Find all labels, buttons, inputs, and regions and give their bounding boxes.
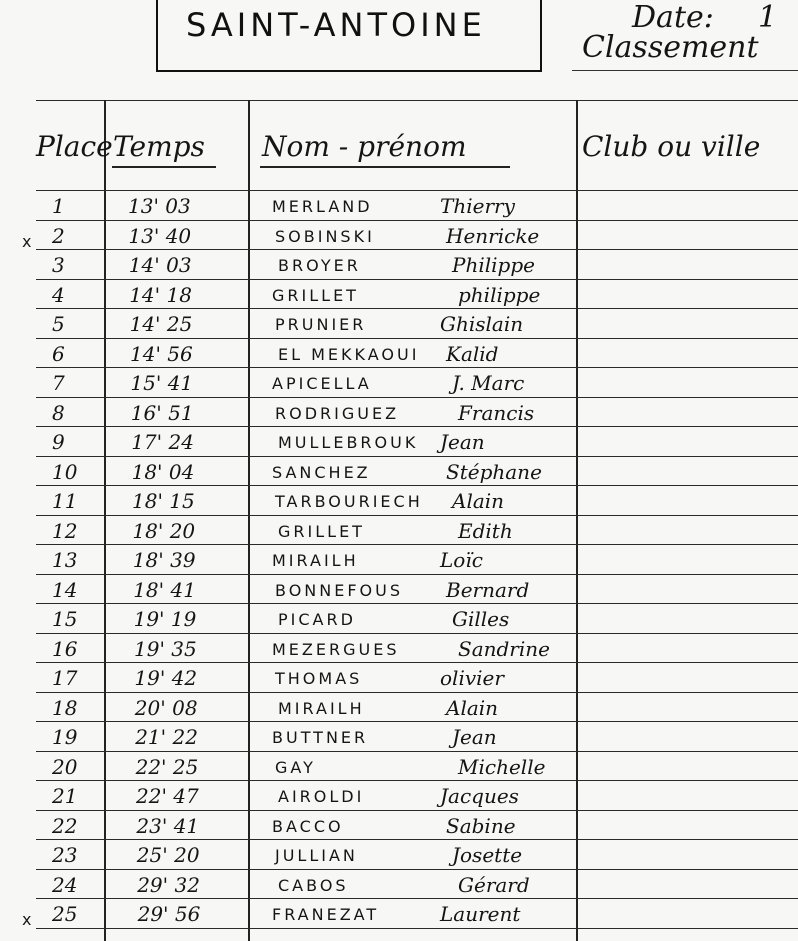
first-name-cell: Edith xyxy=(458,518,513,543)
row-rule xyxy=(36,662,798,663)
first-name-cell: Thierry xyxy=(440,194,515,218)
time-cell: 21' 22 xyxy=(135,725,198,749)
place-cell: 3 xyxy=(52,253,65,277)
last-name-cell: MIRAILH xyxy=(272,551,359,570)
row-rule xyxy=(36,456,798,457)
place-cell: 25 xyxy=(52,902,78,926)
last-name-cell: SANCHEZ xyxy=(272,462,371,482)
first-name-cell: Philippe xyxy=(452,253,535,277)
first-name-cell: Sandrine xyxy=(458,636,550,661)
ranking-label: Classement xyxy=(582,30,759,65)
place-cell: 2 xyxy=(52,223,65,248)
last-name-cell: AIROLDI xyxy=(278,787,365,806)
first-name-cell: Ghislain xyxy=(440,312,524,336)
header-name: Nom - prénom xyxy=(262,130,467,163)
place-cell: 13 xyxy=(52,548,78,572)
time-cell: 13' 40 xyxy=(128,223,192,248)
race-title: SAINT-ANTOINE xyxy=(186,6,486,44)
time-cell: 22' 47 xyxy=(136,784,199,808)
column-divider-time xyxy=(248,100,250,941)
last-name-cell: GAY xyxy=(275,757,316,777)
time-cell: 19' 35 xyxy=(134,636,197,661)
last-name-cell: FRANEZAT xyxy=(272,905,380,924)
row-rule xyxy=(36,338,798,339)
first-name-cell: Sabine xyxy=(446,813,516,838)
time-cell: 14' 18 xyxy=(129,282,192,307)
first-name-cell: J. Marc xyxy=(452,371,525,395)
last-name-cell: THOMAS xyxy=(275,669,363,688)
place-cell: 20 xyxy=(52,754,78,779)
last-name-cell: APICELLA xyxy=(272,374,372,393)
row-rule xyxy=(36,692,798,693)
time-cell: 14' 56 xyxy=(130,341,193,366)
row-rule xyxy=(36,928,798,929)
last-name-cell: MEZERGUES xyxy=(272,639,400,659)
place-cell: 11 xyxy=(52,489,78,513)
first-name-cell: Jean xyxy=(440,430,485,454)
first-name-cell: Francis xyxy=(458,400,535,425)
last-name-cell: JULLIAN xyxy=(275,846,358,865)
row-rule xyxy=(36,426,798,427)
time-cell: 29' 32 xyxy=(137,872,200,897)
first-name-cell: philippe xyxy=(458,282,541,307)
row-rule xyxy=(36,751,798,752)
first-name-cell: Michelle xyxy=(458,754,546,779)
place-cell: 19 xyxy=(52,725,78,749)
time-cell: 18' 41 xyxy=(133,577,196,602)
last-name-cell: BROYER xyxy=(278,256,361,275)
column-divider-name xyxy=(576,100,578,941)
ranking-underline xyxy=(572,70,798,71)
header-place: Place xyxy=(36,130,113,163)
last-name-cell: MIRAILH xyxy=(278,698,365,718)
last-name-cell: MERLAND xyxy=(272,197,373,216)
time-cell: 29' 56 xyxy=(137,902,201,926)
place-cell: 9 xyxy=(52,430,65,454)
first-name-cell: Gérard xyxy=(458,872,530,897)
first-name-cell: Loïc xyxy=(440,548,483,572)
place-cell: 1 xyxy=(52,194,65,218)
header-time: Temps xyxy=(113,130,205,163)
margin-mark: x xyxy=(22,910,32,929)
first-name-cell: Alain xyxy=(446,695,499,720)
row-rule xyxy=(36,515,798,516)
first-name-cell: Jean xyxy=(452,725,497,749)
first-name-cell: Josette xyxy=(452,843,523,867)
time-cell: 13' 03 xyxy=(128,194,191,218)
place-cell: 6 xyxy=(52,341,65,366)
time-cell: 14' 03 xyxy=(128,253,192,277)
time-cell: 19' 42 xyxy=(134,666,198,690)
last-name-cell: CABOS xyxy=(278,875,349,895)
table-top-rule xyxy=(36,100,798,101)
place-cell: 15 xyxy=(52,607,78,631)
row-rule xyxy=(36,397,798,398)
header-club: Club ou ville xyxy=(582,130,761,163)
row-rule xyxy=(36,279,798,280)
time-cell: 18' 20 xyxy=(132,518,196,543)
last-name-cell: BACCO xyxy=(272,816,344,836)
time-cell: 20' 08 xyxy=(134,695,198,720)
time-cell: 16' 51 xyxy=(130,400,194,425)
row-rule xyxy=(36,544,798,545)
last-name-cell: BUTTNER xyxy=(272,728,369,747)
place-cell: 18 xyxy=(52,695,78,720)
time-cell: 17' 24 xyxy=(131,430,194,454)
row-rule xyxy=(36,839,798,840)
last-name-cell: PICARD xyxy=(278,610,356,629)
place-cell: 14 xyxy=(52,577,78,602)
time-cell: 18' 39 xyxy=(132,548,196,572)
row-rule xyxy=(36,633,798,634)
time-cell: 18' 04 xyxy=(131,459,195,484)
first-name-cell: Bernard xyxy=(446,577,530,602)
place-cell: 10 xyxy=(52,459,78,484)
row-rule xyxy=(36,898,798,899)
row-rule xyxy=(36,869,798,870)
date-value: 1 xyxy=(758,0,778,35)
row-rule xyxy=(36,485,798,486)
margin-mark: x xyxy=(22,231,32,251)
row-rule xyxy=(36,810,798,811)
place-cell: 22 xyxy=(52,813,78,838)
time-cell: 19' 19 xyxy=(133,607,197,631)
first-name-cell: Kalid xyxy=(446,341,499,366)
date-label: Date: xyxy=(632,0,714,35)
last-name-cell: BONNEFOUS xyxy=(275,580,403,600)
place-cell: 24 xyxy=(52,872,78,897)
first-name-cell: Alain xyxy=(452,489,505,513)
first-name-cell: Jacques xyxy=(440,784,519,808)
first-name-cell: Henricke xyxy=(446,223,540,248)
first-name-cell: olivier xyxy=(440,666,504,690)
first-name-cell: Laurent xyxy=(440,902,521,926)
place-cell: 17 xyxy=(52,666,78,690)
column-divider-place xyxy=(104,100,106,941)
last-name-cell: EL MEKKAOUI xyxy=(278,344,420,364)
row-rule xyxy=(36,220,798,221)
row-rule xyxy=(36,780,798,781)
row-rule xyxy=(36,249,798,250)
header-time-underline xyxy=(112,166,216,168)
time-cell: 22' 25 xyxy=(135,754,199,779)
place-cell: 4 xyxy=(52,282,65,307)
last-name-cell: TARBOURIECH xyxy=(275,492,423,511)
last-name-cell: RODRIGUEZ xyxy=(275,403,400,423)
place-cell: 5 xyxy=(52,312,65,336)
place-cell: 21 xyxy=(52,784,78,808)
header-name-underline xyxy=(260,166,510,168)
last-name-cell: GRILLET xyxy=(272,285,359,305)
place-cell: 12 xyxy=(52,518,78,543)
time-cell: 14' 25 xyxy=(129,312,193,336)
last-name-cell: PRUNIER xyxy=(275,315,367,334)
last-name-cell: GRILLET xyxy=(278,521,365,541)
time-cell: 15' 41 xyxy=(130,371,194,395)
time-cell: 23' 41 xyxy=(136,813,200,838)
row-rule xyxy=(36,190,798,191)
place-cell: 7 xyxy=(52,371,65,395)
time-cell: 25' 20 xyxy=(136,843,200,867)
row-rule xyxy=(36,603,798,604)
last-name-cell: MULLEBROUK xyxy=(278,433,419,452)
place-cell: 8 xyxy=(52,400,65,425)
first-name-cell: Stéphane xyxy=(446,459,542,484)
place-cell: 16 xyxy=(52,636,78,661)
place-cell: 23 xyxy=(52,843,78,867)
last-name-cell: SOBINSKI xyxy=(275,226,375,246)
row-rule xyxy=(36,721,798,722)
row-rule xyxy=(36,308,798,309)
time-cell: 18' 15 xyxy=(132,489,195,513)
row-rule xyxy=(36,367,798,368)
first-name-cell: Gilles xyxy=(452,607,510,631)
row-rule xyxy=(36,574,798,575)
